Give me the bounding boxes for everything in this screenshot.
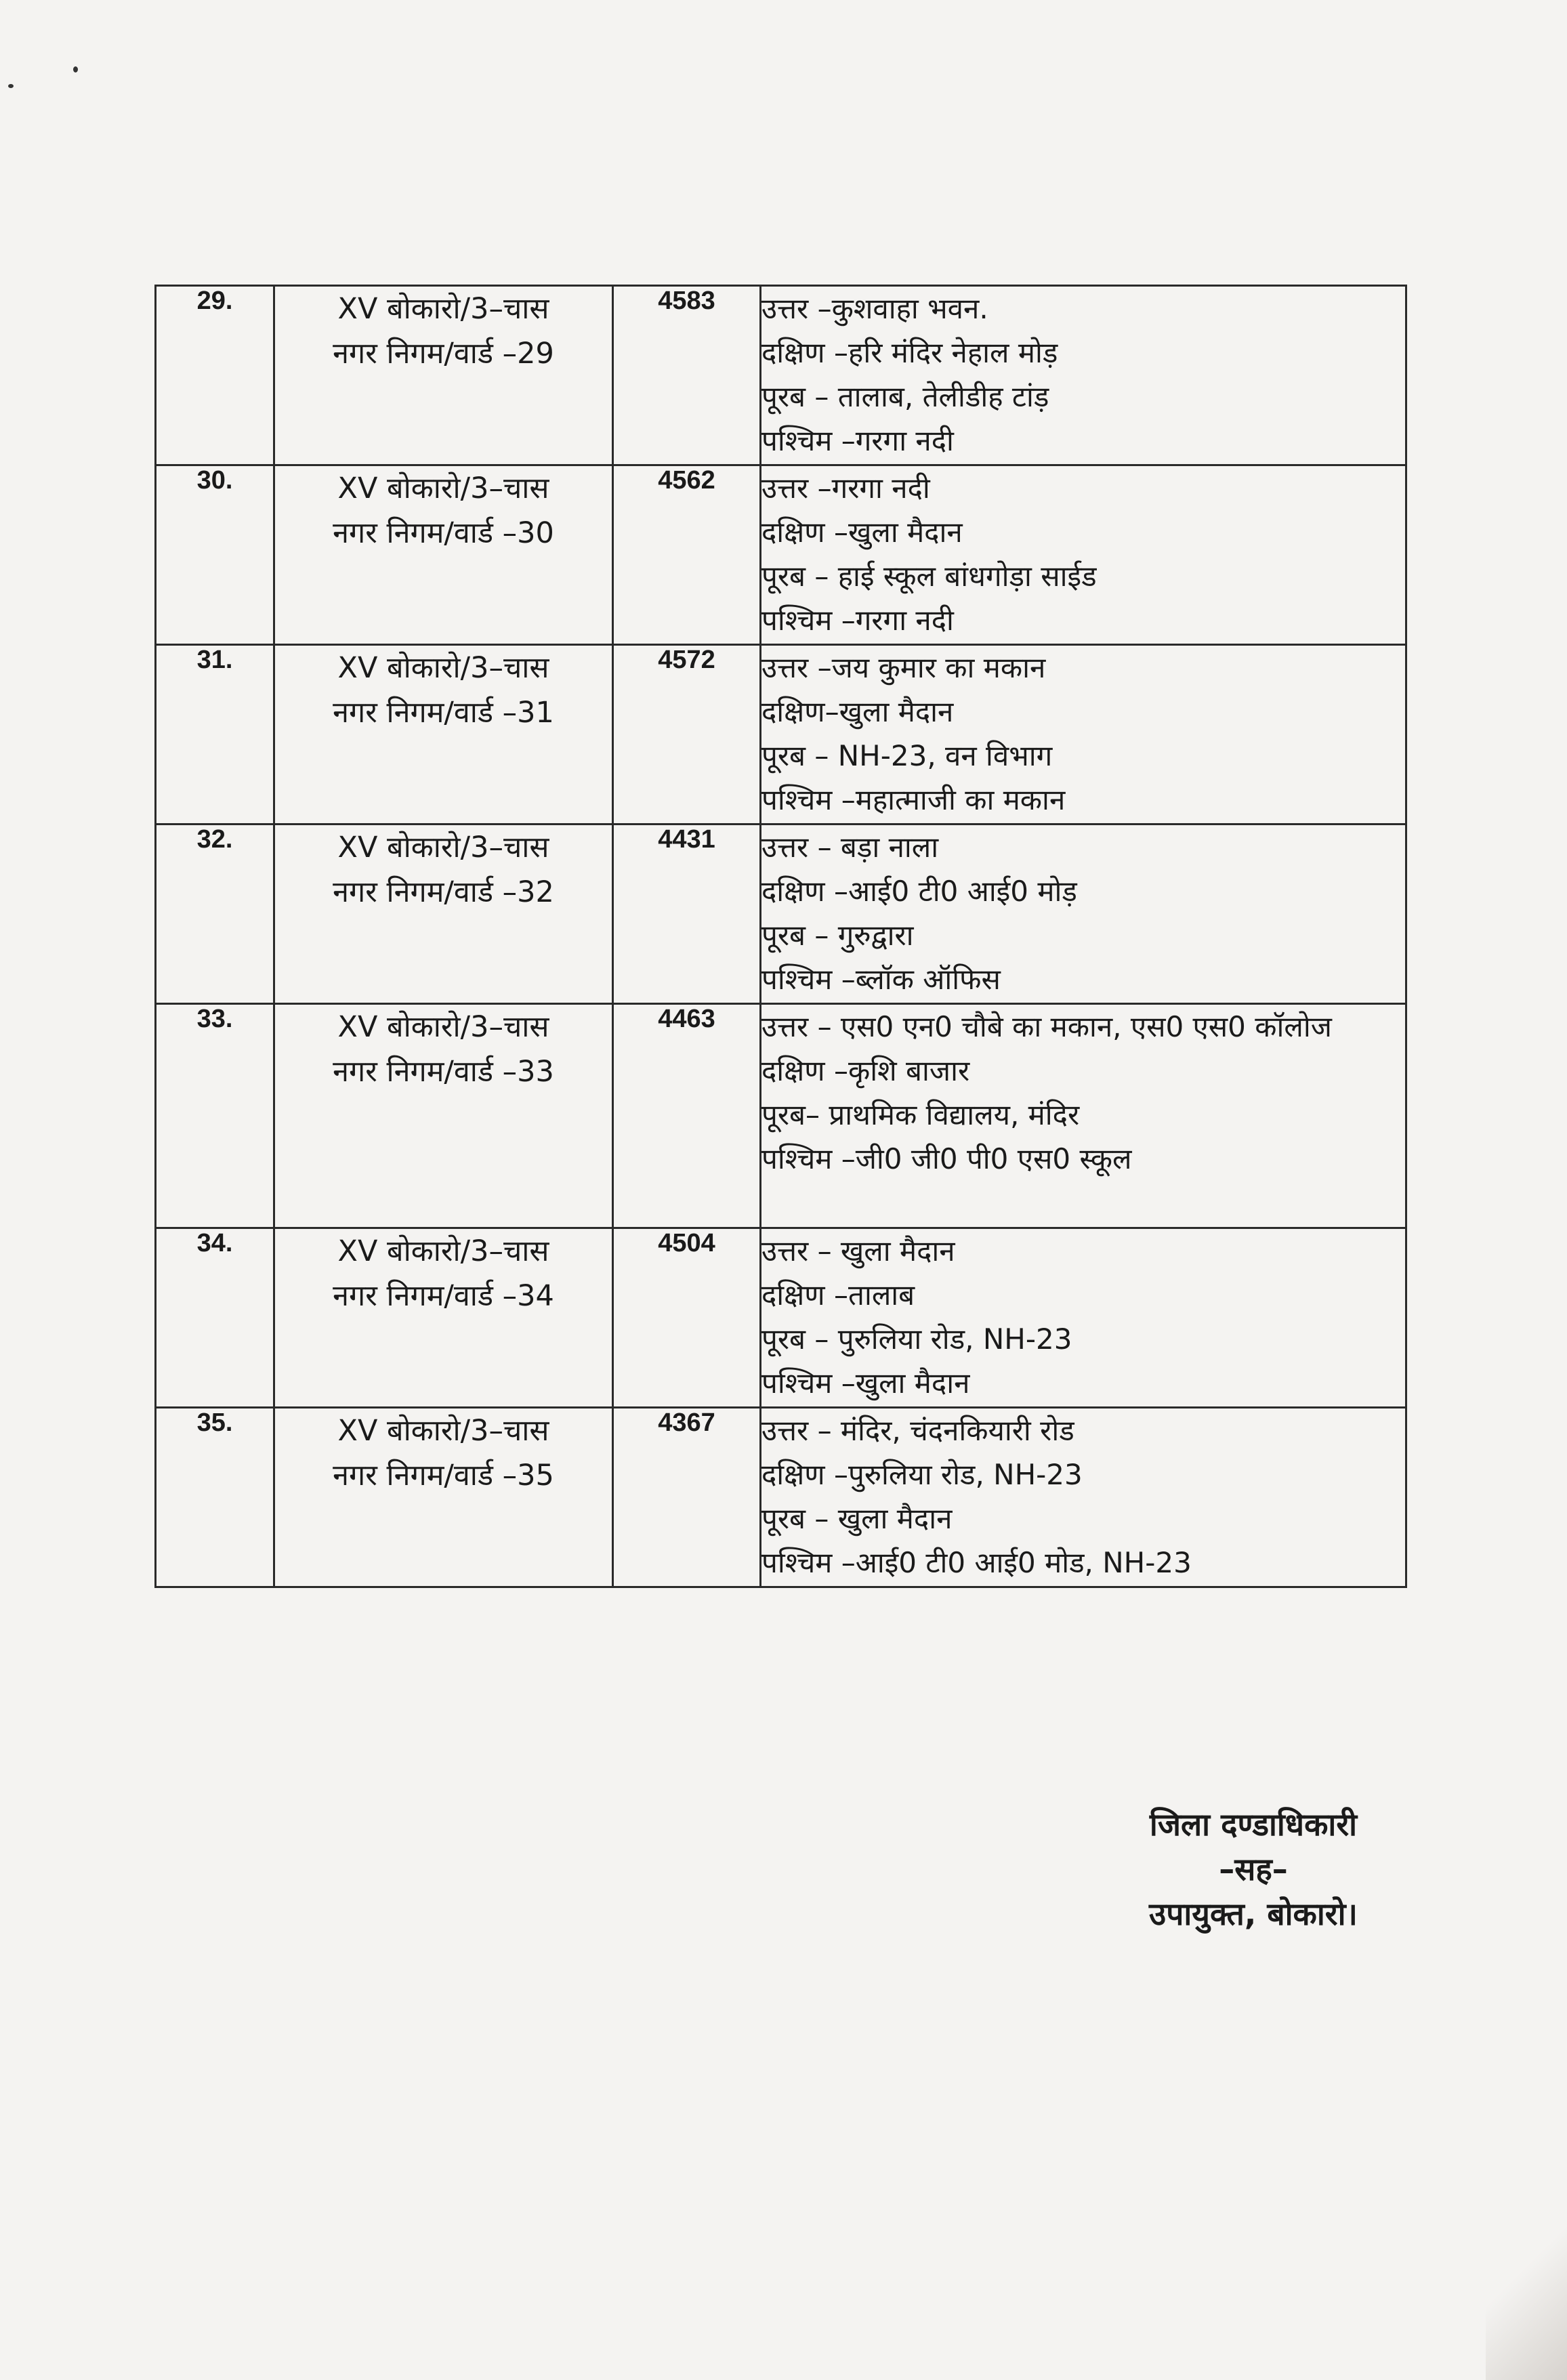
table-row: [156, 465, 1406, 645]
boundary-west: पश्चिम –खुला मैदान: [761, 1366, 970, 1400]
population: 4572: [613, 645, 761, 824]
signature-conjunction: –सह–: [1219, 1851, 1288, 1887]
ward-name: XV बोकारो/3–चास नगर निगम/वार्ड –33: [274, 1004, 613, 1228]
boundary-south: दक्षिण –आई0 टी0 आई0 मोड़: [761, 875, 1077, 908]
ward-boundaries: [761, 465, 1406, 645]
serial-number: 30.: [156, 465, 274, 645]
boundary-west: पश्चिम –गरगा नदी: [761, 604, 954, 637]
serial-number: 35.: [156, 1408, 274, 1587]
boundary-east: पूरब – खुला मैदान: [761, 1502, 953, 1535]
boundary-south: दक्षिण–खुला मैदान: [761, 695, 954, 728]
signature-block: [1111, 1802, 1396, 1936]
page-corner-shadow: [1486, 2204, 1567, 2380]
boundary-north: उत्तर – खुला मैदान: [761, 1234, 955, 1268]
boundary-east: पूरब – पुरुलिया रोड, NH-23: [761, 1322, 1072, 1356]
ward-boundaries: [761, 1228, 1406, 1408]
boundary-north: उत्तर –जय कुमार का मकान: [761, 651, 1046, 684]
boundary-east: पूरब – गुरुद्वारा: [761, 919, 914, 952]
table-row: [156, 1004, 1406, 1228]
population: 4463: [613, 1004, 761, 1228]
boundary-east: पूरब– प्राथमिक विद्यालय, मंदिर: [761, 1098, 1080, 1131]
boundary-west: पश्चिम –गरगा नदी: [761, 424, 954, 457]
table-row: [156, 645, 1406, 824]
ward-name: XV बोकारो/3–चास नगर निगम/वार्ड –29: [274, 286, 613, 465]
table-row: [156, 824, 1406, 1004]
boundary-east: पूरब – NH-23, वन विभाग: [761, 739, 1053, 772]
ward-boundaries: [761, 286, 1406, 465]
serial-number: 32.: [156, 824, 274, 1004]
boundary-west: पश्चिम –आई0 टी0 आई0 मोड, NH-23: [761, 1546, 1192, 1579]
ward-name: XV बोकारो/3–चास नगर निगम/वार्ड –30: [274, 465, 613, 645]
boundary-south: दक्षिण –खुला मैदान: [761, 516, 963, 549]
population: 4583: [613, 286, 761, 465]
boundary-west: पश्चिम –जी0 जी0 पी0 एस0 स्कूल: [761, 1142, 1132, 1175]
boundary-east: पूरब – तालाब, तेलीडीह टांड़: [761, 380, 1049, 413]
boundary-south: दक्षिण –कृशि बाजार: [761, 1054, 970, 1087]
boundary-south: दक्षिण –तालाब: [761, 1278, 915, 1312]
boundary-east: पूरब – हाई स्कूल बांधगोड़ा साईड: [761, 560, 1097, 593]
boundary-north: उत्तर – मंदिर, चंदनकियारी रोड: [761, 1414, 1074, 1447]
ward-name: XV बोकारो/3–चास नगर निगम/वार्ड –32: [274, 824, 613, 1004]
table-row: [156, 1228, 1406, 1408]
signature-designation: उपायुक्त, बोकारो।: [1149, 1896, 1358, 1932]
signature-title: जिला दण्डाधिकारी: [1149, 1806, 1358, 1843]
population: 4367: [613, 1408, 761, 1587]
boundary-north: उत्तर – बड़ा नाला: [761, 831, 939, 864]
ward-name: XV बोकारो/3–चास नगर निगम/वार्ड –34: [274, 1228, 613, 1408]
ward-boundaries: [761, 1004, 1406, 1228]
table-row: [156, 286, 1406, 465]
serial-number: 29.: [156, 286, 274, 465]
serial-number: 34.: [156, 1228, 274, 1408]
ward-boundaries: [761, 824, 1406, 1004]
population: 4431: [613, 824, 761, 1004]
ward-name: XV बोकारो/3–चास नगर निगम/वार्ड –35: [274, 1408, 613, 1587]
serial-number: 33.: [156, 1004, 274, 1228]
boundary-south: दक्षिण –हरि मंदिर नेहाल मोड़: [761, 336, 1058, 369]
table-row: [156, 1408, 1406, 1587]
ward-name: XV बोकारो/3–चास नगर निगम/वार्ड –31: [274, 645, 613, 824]
boundary-west: पश्चिम –महात्माजी का मकान: [761, 783, 1066, 816]
boundary-north: उत्तर –गरगा नदी: [761, 472, 930, 505]
scan-speck: [8, 84, 14, 88]
boundary-west: पश्चिम –ब्लॉक ऑफिस: [761, 963, 1001, 996]
scan-speck: [73, 66, 78, 72]
population: 4562: [613, 465, 761, 645]
ward-boundary-table: [154, 285, 1407, 1588]
ward-boundaries: [761, 1408, 1406, 1587]
population: 4504: [613, 1228, 761, 1408]
boundary-north: उत्तर – एस0 एन0 चौबे का मकान, एस0 एस0 कॉलोज: [761, 1010, 1332, 1043]
boundary-north: उत्तर –कुशवाहा भवन.: [761, 292, 988, 325]
boundary-south: दक्षिण –पुरुलिया रोड, NH-23: [761, 1458, 1083, 1491]
serial-number: 31.: [156, 645, 274, 824]
ward-boundaries: [761, 645, 1406, 824]
